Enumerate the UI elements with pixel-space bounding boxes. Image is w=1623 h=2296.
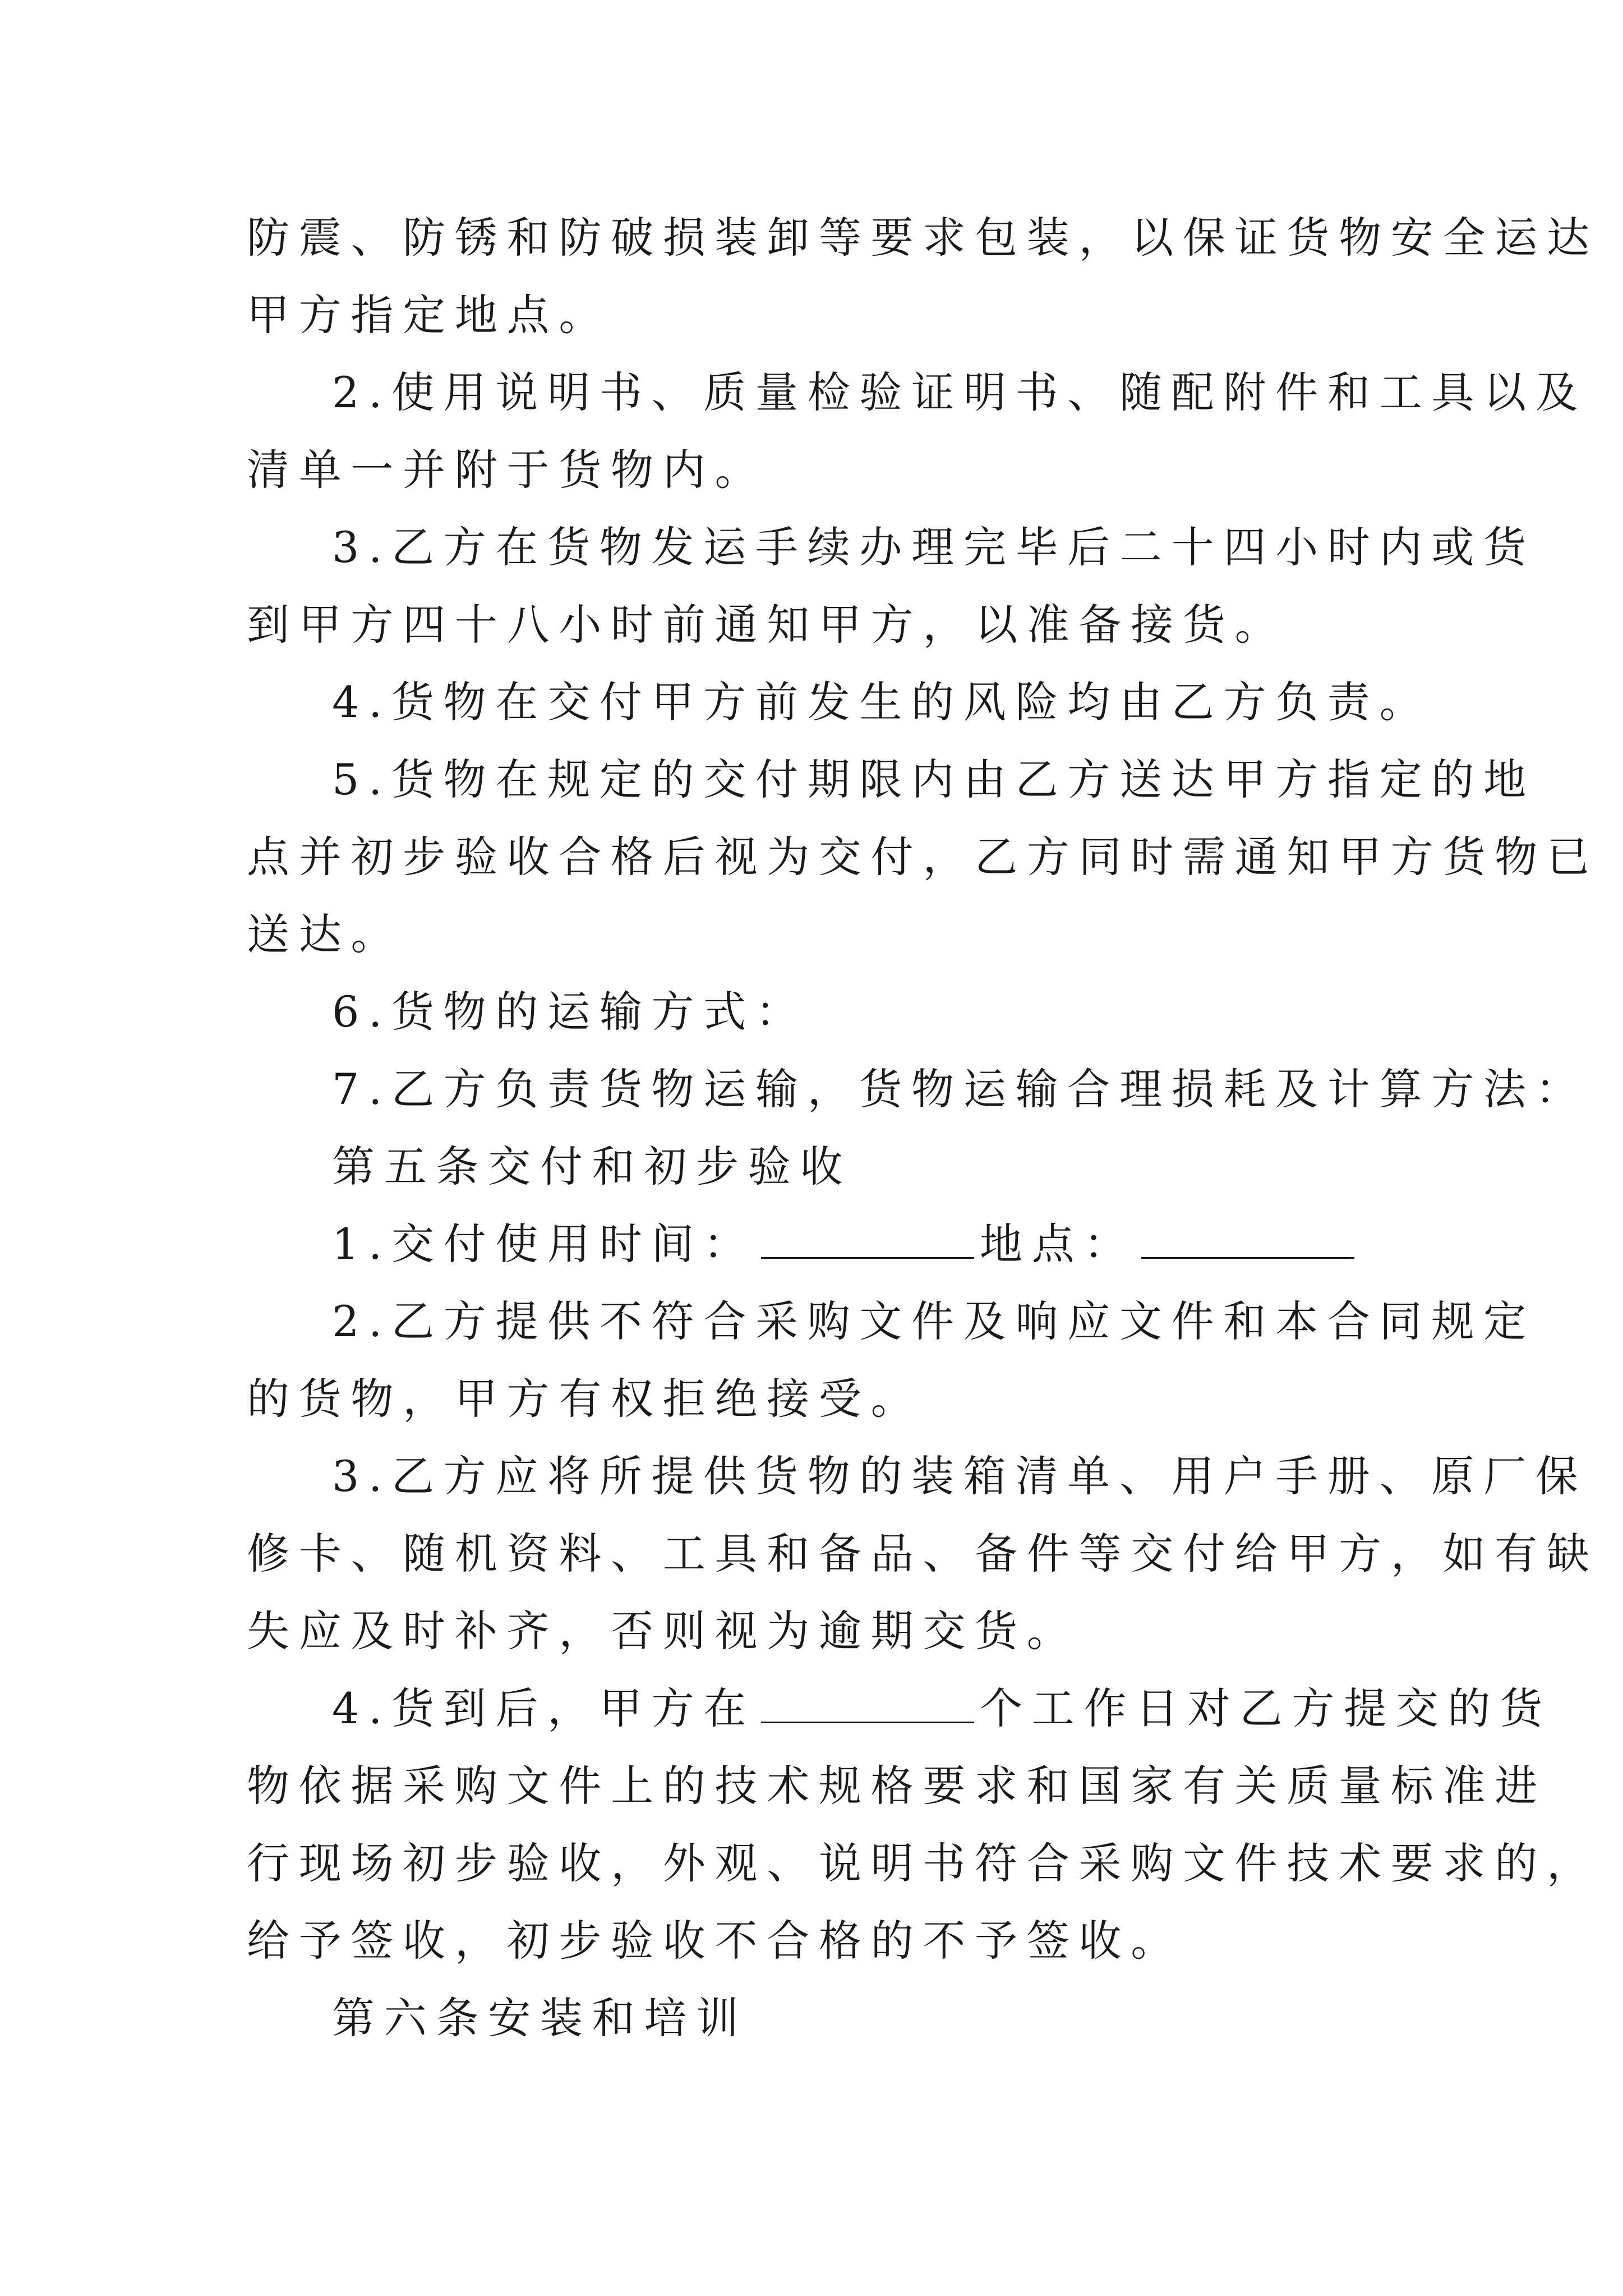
text-line: 失应及时补齐，否则视为逾期交货。 <box>247 1606 1079 1656</box>
text-line: 7.乙方负责货物运输，货物运输合理损耗及计算方法： <box>332 1064 1588 1114</box>
text-line: 3.乙方在货物发运手续办理完毕后二十四小时内或货 <box>332 522 1536 572</box>
text-line: 5.货物在规定的交付期限内由乙方送达甲方指定的地 <box>332 754 1536 804</box>
text-line: 甲方指定地点。 <box>247 290 611 340</box>
paragraph-transport-loss <box>247 1051 1588 1128</box>
text-line <box>247 1670 1552 1747</box>
text-line: 3.乙方应将所提供货物的装箱清单、用户手册、原厂保 <box>332 1451 1588 1501</box>
contract-text-body <box>247 199 1599 2057</box>
text-line: 点并初步验收合格后视为交付，乙方同时需通知甲方货物已 <box>247 832 1599 882</box>
delivery-place-blank <box>1141 1218 1354 1259</box>
paragraph-manuals <box>247 354 1588 509</box>
delivery-time-blank <box>761 1218 974 1259</box>
text-line: 的货物，甲方有权拒绝接受。 <box>247 1374 923 1424</box>
section-6-heading <box>247 1980 1380 2057</box>
text-line: 物依据采购文件上的技术规格要求和国家有关质量标准进 <box>247 1761 1547 1811</box>
paragraph-initial-acceptance <box>247 1670 1599 1980</box>
section-title: 第六条安装和培训 <box>332 1993 748 2043</box>
paragraph-delivery-time-place <box>247 1205 1380 1283</box>
delivery-place-label: 地点： <box>980 1219 1136 1269</box>
text-line: 清单一并附于货物内。 <box>247 445 767 495</box>
working-days-blank <box>761 1682 974 1723</box>
section-title: 第五条交付和初步验收 <box>332 1142 852 1191</box>
text-line: 行现场初步验收，外观、说明书符合采购文件技术要求的， <box>247 1838 1599 1888</box>
text-line: 2.使用说明书、质量检验证明书、随配附件和工具以及 <box>332 367 1588 417</box>
paragraph-packing-list <box>247 1438 1599 1670</box>
paragraph-transport-mode <box>247 973 1380 1051</box>
delivery-time-label: 1.交付使用时间： <box>332 1219 755 1269</box>
paragraph-packaging-continued <box>247 199 1599 354</box>
text-line: 防震、防锈和防破损装卸等要求包装，以保证货物安全运达 <box>247 213 1599 263</box>
paragraph-delivery-deadline <box>247 741 1599 973</box>
acceptance-prefix: 4.货到后，甲方在 <box>332 1683 755 1733</box>
text-line <box>247 1205 1380 1283</box>
acceptance-suffix: 个工作日对乙方提交的货 <box>980 1683 1552 1733</box>
text-line: 2.乙方提供不符合采购文件及响应文件和本合同规定 <box>332 1296 1536 1346</box>
text-line: 到甲方四十八小时前通知甲方，以准备接货。 <box>247 600 1287 650</box>
paragraph-notify-shipment <box>247 509 1536 664</box>
text-line: 6.货物的运输方式： <box>332 987 808 1037</box>
text-line: 给予签收，初步验收不合格的不予签收。 <box>247 1916 1183 1966</box>
section-5-heading <box>247 1128 1380 1205</box>
text-line: 4.货物在交付甲方前发生的风险均由乙方负责。 <box>332 677 1432 727</box>
text-line: 送达。 <box>247 909 403 959</box>
paragraph-risk <box>247 664 1432 741</box>
text-line: 修卡、随机资料、工具和备品、备件等交付给甲方，如有缺 <box>247 1529 1599 1579</box>
paragraph-reject-goods <box>247 1283 1536 1438</box>
